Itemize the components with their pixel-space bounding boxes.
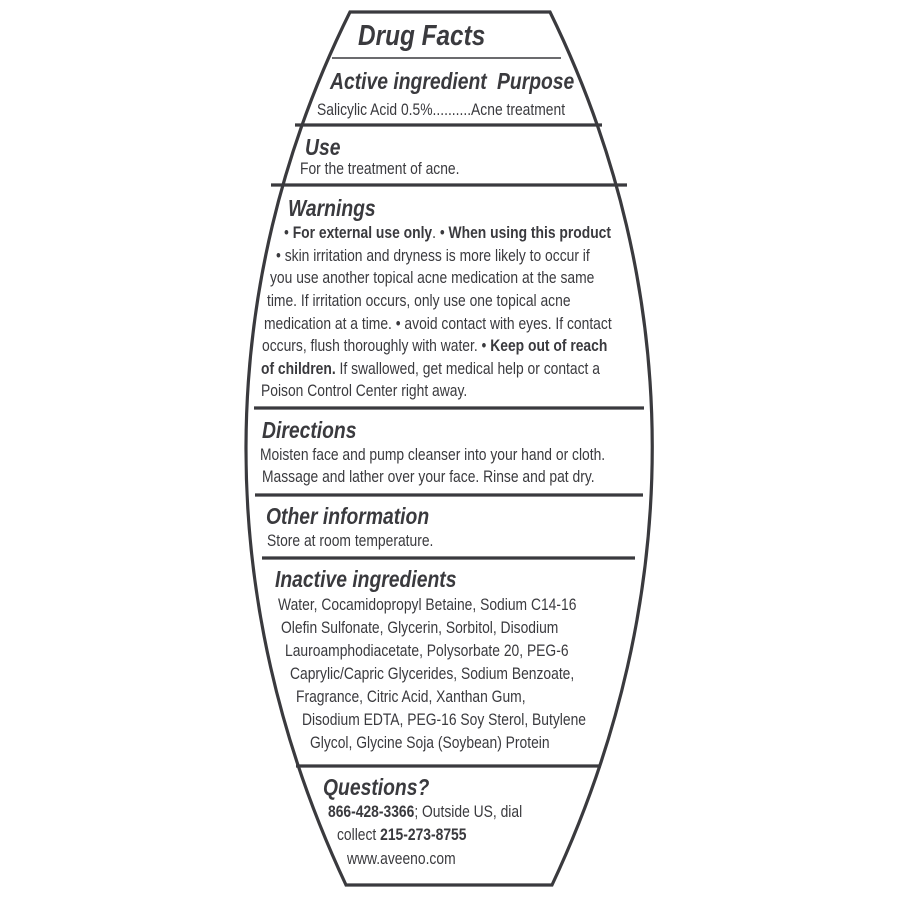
warnings-line-7 [261,358,600,380]
warnings-line-3: you use another topical acne medication at the same [270,269,595,287]
warnings-text: If swallowed, get medical help or contact a [335,360,600,378]
questions-line-1 [328,801,522,823]
inactive-ingredients-heading: Inactive ingredients [275,566,457,592]
phone-number: 866-428-3366 [328,803,415,821]
inactive-ingredients-line: Water, Cocamidopropyl Betaine, Sodium C14-16 [278,596,577,614]
warnings-line-5: medication at a time. • avoid contact with eyes. If contact [264,315,612,333]
inactive-ingredients-line: Glycol, Glycine Soja (Soybean) Protein [310,734,550,752]
keep-out-of-reach: Keep out of reach [490,337,608,355]
bullet: • [284,224,293,242]
when-using-this-product: When using this product [448,224,611,242]
separator: . • [432,224,449,242]
warnings-line-4: time. If irritation occurs, only use one topical acne [267,292,571,310]
active-ingredient-line: Salicylic Acid 0.5%..........Acne treatment [317,101,566,119]
warnings-line-2: • skin irritation and dryness is more likely to occur if [276,247,590,265]
warnings-line-8: Poison Control Center right away. [261,382,468,400]
inactive-ingredients-line: Lauroamphodiacetate, Polysorbate 20, PEG-6 [285,642,569,660]
inactive-ingredients-line: Disodium EDTA, PEG-16 Soy Sterol, Butylene [302,711,586,729]
international-phone-number: 215-273-8755 [380,826,467,844]
website: www.aveeno.com [347,850,456,868]
use-heading: Use [305,134,341,160]
inactive-ingredients-line: Fragrance, Citric Acid, Xanthan Gum, [296,688,526,706]
warnings-line-6 [262,335,607,357]
questions-line-2 [337,824,466,846]
warnings-text: occurs, flush thoroughly with water. • [262,337,491,355]
questions-text: ; Outside US, dial [414,803,523,821]
purpose-heading: Purpose [497,68,575,94]
active-ingredient-heading: Active ingredient [330,68,487,94]
directions-line-2: Massage and lather over your face. Rinse and pat dry. [262,468,595,486]
inactive-ingredients-line: Caprylic/Capric Glycerides, Sodium Benzoate, [290,665,575,683]
questions-heading: Questions? [323,774,430,800]
warnings-heading: Warnings [288,195,376,221]
use-text: For the treatment of acne. [300,160,460,178]
directions-line-1: Moisten face and pump cleanser into your hand or cloth. [260,446,606,464]
other-information-heading: Other information [266,503,430,529]
other-information-text: Store at room temperature. [267,532,434,550]
title: Drug Facts [358,20,486,52]
questions-text: collect [337,826,381,844]
of-children: of children. [261,360,336,378]
inactive-ingredients-line: Olefin Sulfonate, Glycerin, Sorbitol, Disodium [281,619,559,637]
warnings-line-1 [284,222,611,244]
directions-heading: Directions [262,417,357,443]
external-use-only: For external use only [292,224,433,242]
